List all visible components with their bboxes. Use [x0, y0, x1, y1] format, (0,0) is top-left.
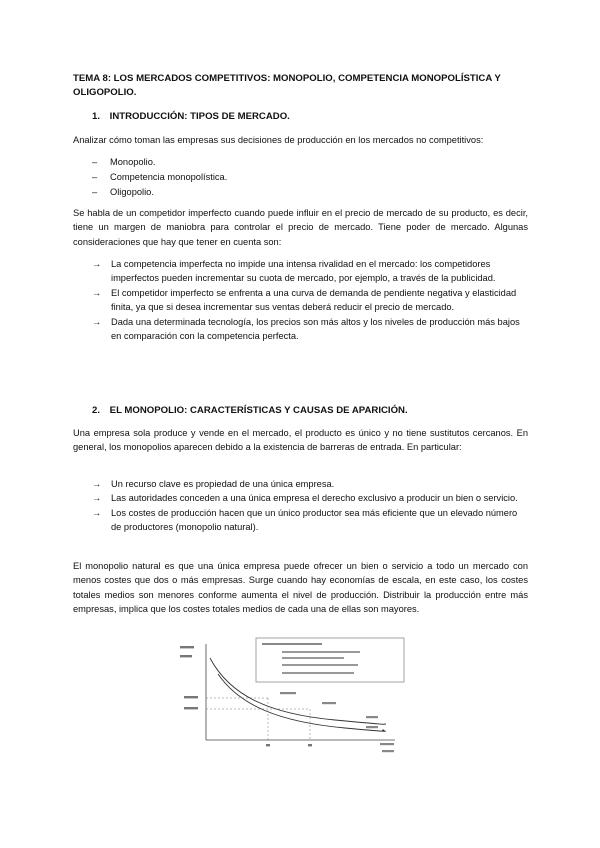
arrow-icon: →: [92, 287, 102, 298]
section-2-number: 2.: [92, 405, 101, 416]
list-item: → El competidor imperfecto se enfrenta a una curva de demanda de pendiente negativa y elasticidad finita, ya que si desea incrementar sus ventas deberá reducir el precio de mercado.: [92, 286, 528, 315]
average-cost-curve-upper: [210, 658, 386, 724]
section-1-title: INTRODUCCIÓN: TIPOS DE MERCADO.: [109, 111, 290, 122]
cost-curves-figure: [170, 636, 430, 756]
section-1-number: 1.: [92, 111, 101, 122]
market-types-list: [92, 155, 522, 200]
list-item: → Un recurso clave es propiedad de una única empresa.: [92, 477, 528, 491]
list-item: → La competencia imperfecta no impide una intensa rivalidad en el mercado: los competidores imperfectos pueden incrementar su cuota de mercado, por ejemplo, a través de la publicidad.: [92, 257, 528, 286]
list-item: → Dada una determinada tecnología, los precios son más altos y los niveles de producción más bajos en comparación con la competencia perfecta.: [92, 315, 528, 344]
natural-monopoly-paragraph: El monopolio natural es que una única empresa puede ofrecer un bien o servicio a todo un mercado con menos costes que dos o más empresas. Surge cuando hay economías de escala, en este caso, los costes totales medios son menores conforme aumenta el nivel de producción. Distribuir la producción entre más empresas, implica que los costes totales medios de cada una de ellas son mayores.: [73, 561, 528, 615]
section-1-intro: Analizar cómo toman las empresas sus decisiones de producción en los mercados no competitivos:: [73, 135, 484, 145]
figure-guides: [206, 698, 310, 740]
arrow-icon: →: [92, 316, 102, 327]
causes-list: [92, 477, 528, 535]
section-1-paragraph: Se habla de un competidor imperfecto cuando puede influir en el precio de mercado de su producto, es decir, tiene un margen de maniobra para controlar el precio de mercado. Tiene poder de mercado. Algunas consideraciones que hay que tener en cuenta son:: [73, 208, 528, 247]
list-item: → Las autoridades conceden a una única empresa el derecho exclusivo a producir un bien o servicio.: [92, 491, 528, 505]
list-item: – Oligopolio.: [92, 187, 154, 197]
section-2-paragraph: Una empresa sola produce y vende en el mercado, el producto es único y no tiene sustitutos cercanos. En general, los monopolios aparecen debido a la existencia de barreras de entrada. En particular:: [73, 428, 528, 453]
list-item: – Competencia monopolística.: [92, 172, 228, 182]
figure-legend-box: [256, 638, 404, 682]
section-1-heading: [92, 110, 290, 123]
arrow-icon: →: [92, 479, 102, 489]
figure-y-label: [180, 646, 194, 657]
section-2-heading: [92, 404, 408, 417]
list-item: → Los costes de producción hacen que un único productor sea más eficiente que un elevado número de productores (monopolio natural).: [92, 506, 528, 535]
list-item: – Monopolio.: [92, 157, 156, 167]
arrow-icon: →: [92, 493, 102, 504]
section-2-title: EL MONOPOLIO: CARACTERÍSTICAS Y CAUSAS DE APARICIÓN.: [109, 405, 408, 416]
arrow-icon: →: [92, 507, 102, 518]
arrow-icon: →: [92, 259, 102, 269]
page-title: TEMA 8: LOS MERCADOS COMPETITIVOS: MONOPOLIO, COMPETENCIA MONOPOLÍSTICA Y OLIGOPOLIO.: [73, 73, 501, 98]
considerations-list: [92, 257, 528, 343]
